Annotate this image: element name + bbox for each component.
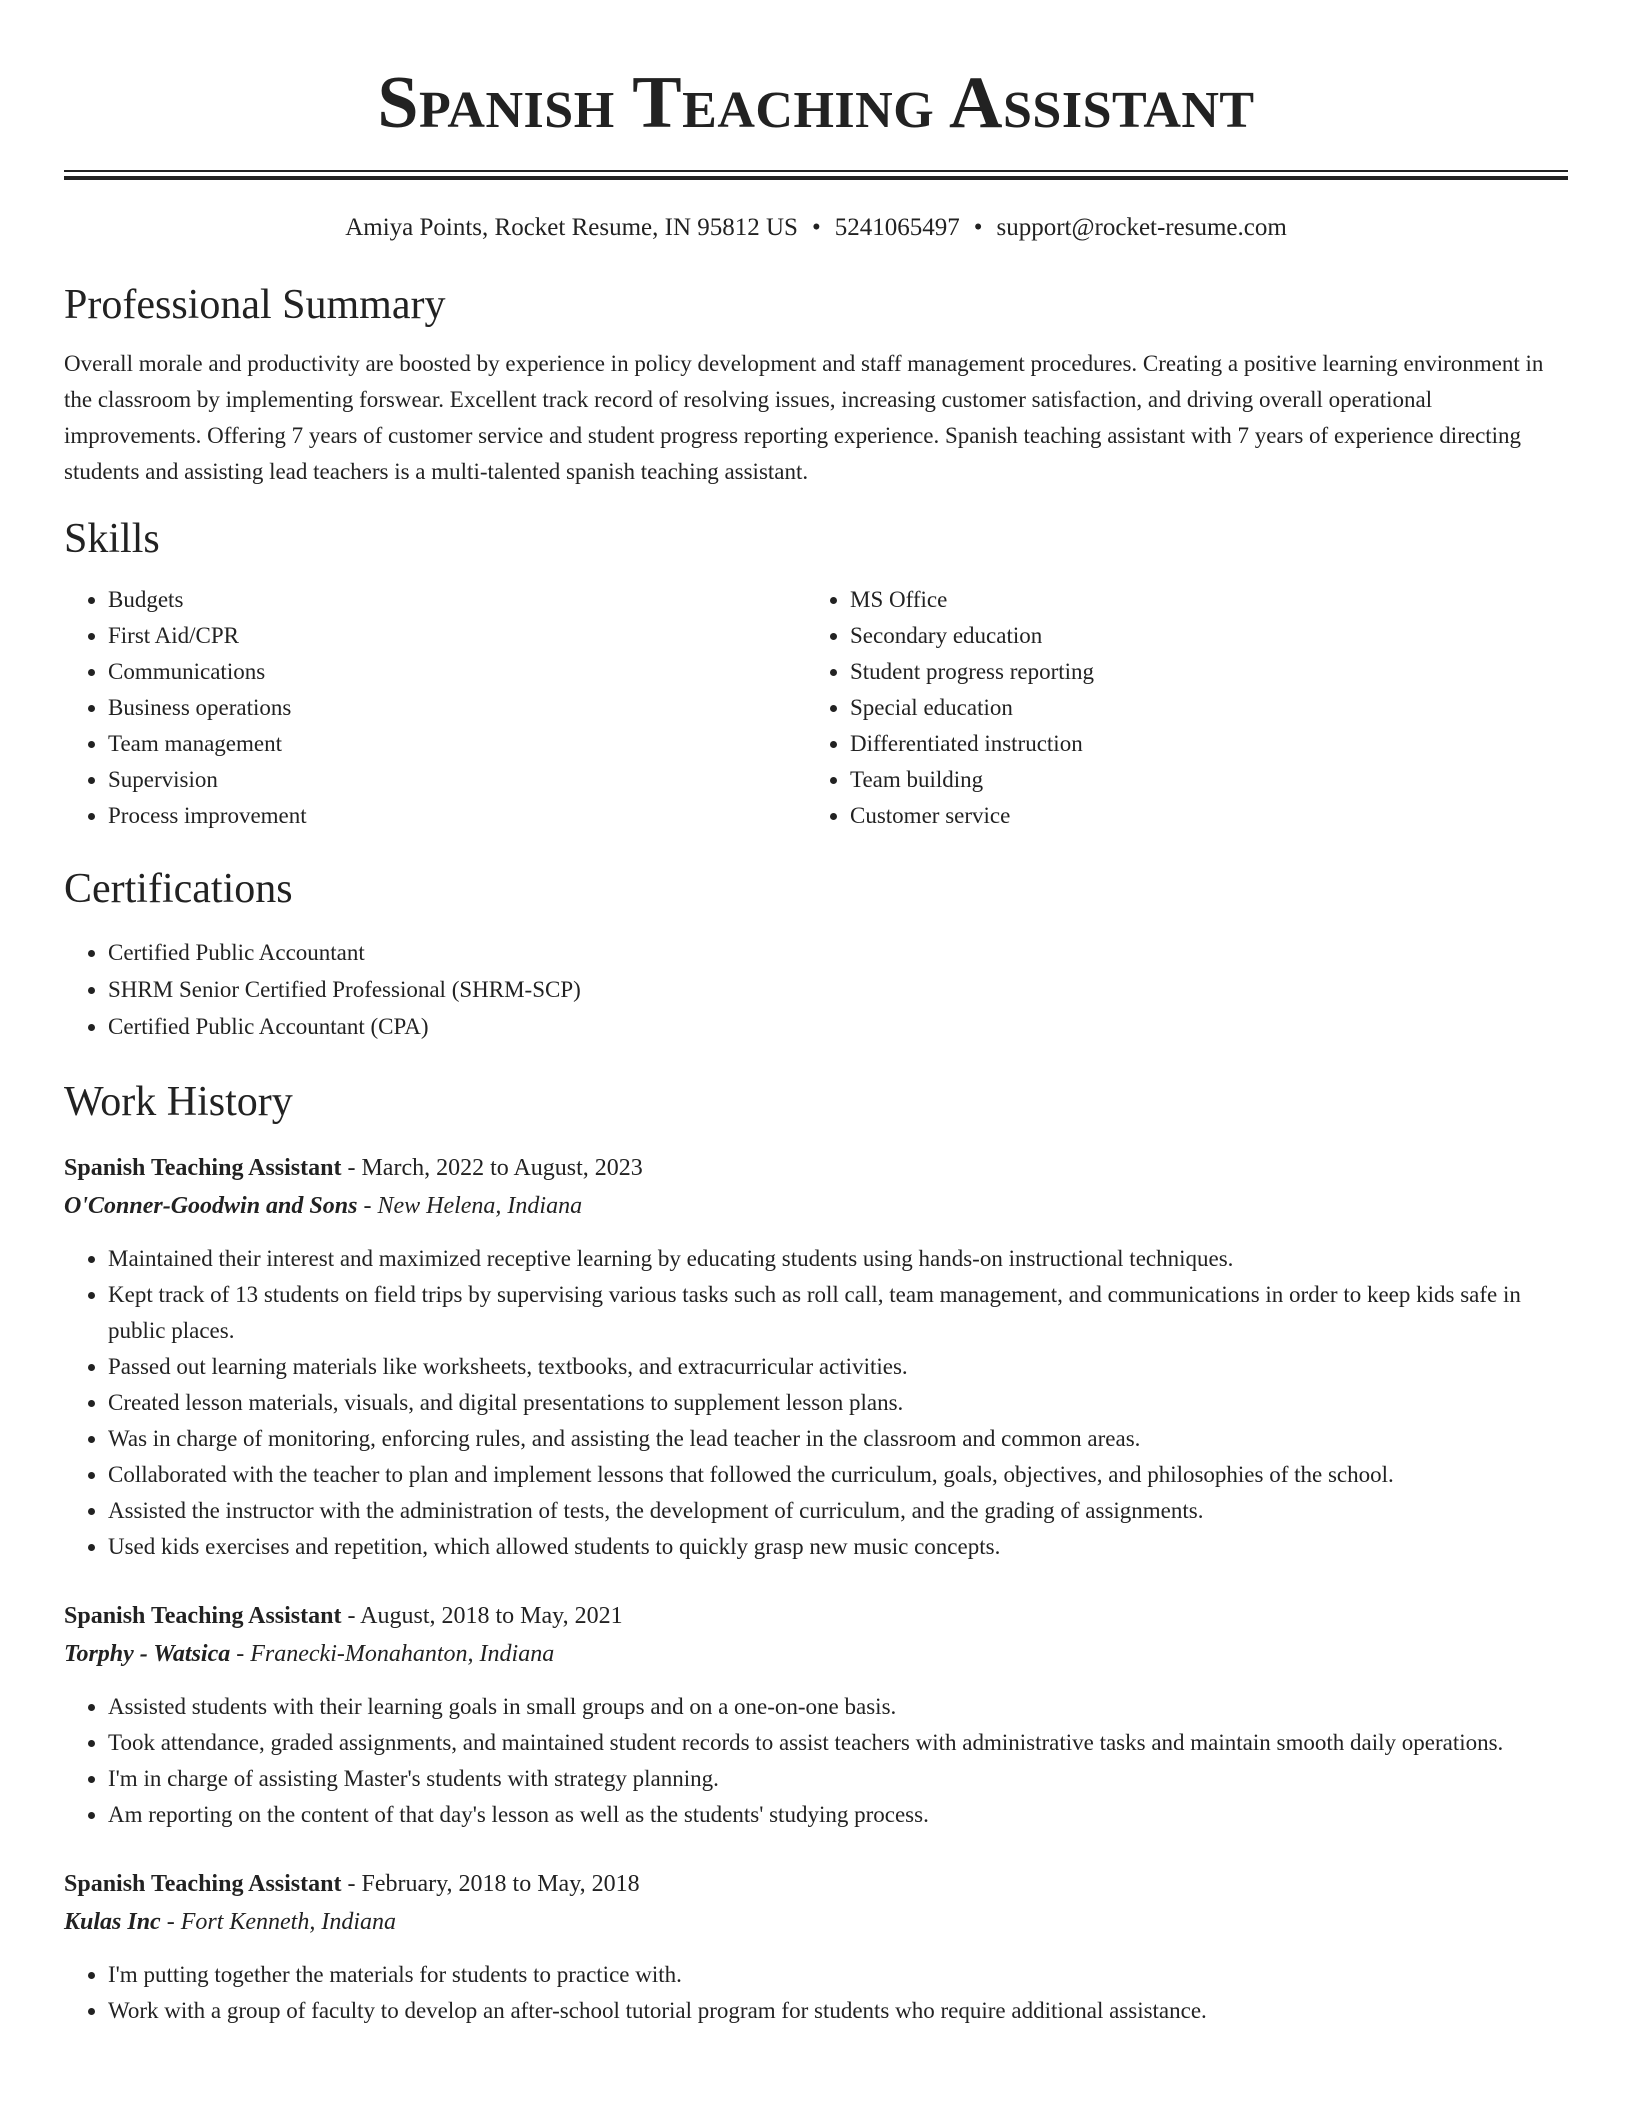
- job-location: Fort Kenneth, Indiana: [180, 1909, 397, 1935]
- job-role: Spanish Teaching Assistant: [64, 1871, 342, 1897]
- job-company: Torphy - Watsica: [64, 1641, 231, 1667]
- certifications-heading: Certifications: [64, 866, 293, 912]
- summary-heading: Professional Summary: [64, 282, 446, 328]
- skills-heading: Skills: [64, 516, 160, 562]
- job-entry: [64, 1597, 1568, 1833]
- job-entry: [64, 1865, 1568, 2029]
- certification-item: • SHRM Senior Certified Professional (SHRM-SCP): [108, 971, 1568, 1008]
- certifications-list: [64, 934, 1568, 1045]
- job-bullet: • Took attendance, graded assignments, and maintained student records to assist teachers with administrative tasks and maintain smooth daily operations.: [108, 1725, 1568, 1761]
- job-bullet: • I'm putting together the materials for students to practice with.: [108, 1957, 1568, 1993]
- skill-item: • Differentiated instruction: [850, 726, 1548, 762]
- contact-address: Amiya Points, Rocket Resume, IN 95812 US: [345, 214, 798, 241]
- job-dates: March, 2022 to August, 2023: [361, 1155, 643, 1181]
- job-bullet: • Used kids exercises and repetition, which allowed students to quickly grasp new music concepts.: [108, 1529, 1568, 1565]
- skill-item: • Team building: [850, 762, 1548, 798]
- job-entry: [64, 1149, 1568, 1565]
- job-bullet: • Maintained their interest and maximized receptive learning by educating students using hands-on instructional techniques.: [108, 1241, 1568, 1277]
- contact-separator: •: [811, 214, 821, 241]
- resume-page: [64, 0, 1568, 2029]
- job-bullets: [64, 1689, 1568, 1833]
- job-bullet: • Kept track of 13 students on field trips by supervising various tasks such as roll call, team management, and communications in order to keep kids safe in public places.: [108, 1277, 1568, 1349]
- job-header: Spanish Teaching Assistant - February, 2018 to May, 2018: [64, 1871, 640, 1897]
- job-bullets: [64, 1241, 1568, 1565]
- certification-item: • Certified Public Accountant (CPA): [108, 1008, 1568, 1045]
- job-company: O'Conner-Goodwin and Sons: [64, 1193, 358, 1219]
- skill-item: • Customer service: [850, 798, 1548, 834]
- job-dates: August, 2018 to May, 2021: [360, 1603, 623, 1629]
- contact-separator: •: [973, 214, 983, 241]
- job-company-line: Kulas Inc - Fort Kenneth, Indiana: [64, 1909, 397, 1935]
- job-bullets: [64, 1957, 1568, 2029]
- resume-title: Spanish Teaching Assistant: [377, 62, 1255, 144]
- contact-phone: 5241065497: [834, 214, 960, 241]
- skill-item: • Special education: [850, 690, 1548, 726]
- skill-item: • Supervision: [108, 762, 806, 798]
- job-bullet: • I'm in charge of assisting Master's students with strategy planning.: [108, 1761, 1568, 1797]
- contact-line: [64, 214, 1568, 242]
- job-bullet: • Assisted the instructor with the administration of tests, the development of curriculum, and the grading of assignments.: [108, 1493, 1568, 1529]
- skills-column-left: [64, 582, 806, 834]
- job-bullet: • Created lesson materials, visuals, and digital presentations to supplement lesson plans.: [108, 1385, 1568, 1421]
- job-role: Spanish Teaching Assistant: [64, 1603, 342, 1629]
- job-company-line: O'Conner-Goodwin and Sons - New Helena, Indiana: [64, 1193, 583, 1219]
- skill-item: • Student progress reporting: [850, 654, 1548, 690]
- job-role: Spanish Teaching Assistant: [64, 1155, 342, 1181]
- certification-item: • Certified Public Accountant: [108, 934, 1568, 971]
- skill-item: • Communications: [108, 654, 806, 690]
- title-divider: [64, 170, 1568, 180]
- skill-item: • Secondary education: [850, 618, 1548, 654]
- job-dates: February, 2018 to May, 2018: [361, 1871, 640, 1897]
- job-location: New Helena, Indiana: [377, 1193, 583, 1219]
- job-header: Spanish Teaching Assistant - March, 2022 to August, 2023: [64, 1155, 643, 1181]
- contact-email: support@rocket-resume.com: [996, 214, 1287, 241]
- skill-item: • Budgets: [108, 582, 806, 618]
- summary-text: Overall morale and productivity are boosted by experience in policy development and staff management procedures. Creating a positive learning environment in the classroom by implementing forswear. Excellent track record of resolving issues, increasing customer satisfaction, and driving overall operational improvements. Offering 7 years of customer service and student progress reporting experience. Spanish teaching assistant with 7 years of experience directing students and assisting lead teachers is a multi-talented spanish teaching assistant.: [64, 351, 1544, 484]
- job-bullet: • Passed out learning materials like worksheets, textbooks, and extracurricular activities.: [108, 1349, 1568, 1385]
- work-history-heading: Work History: [64, 1079, 293, 1125]
- skills-grid: [64, 582, 1568, 834]
- job-bullet: • Collaborated with the teacher to plan and implement lessons that followed the curriculum, goals, objectives, and philosophies of the school.: [108, 1457, 1568, 1493]
- skill-item: • Process improvement: [108, 798, 806, 834]
- skill-item: • MS Office: [850, 582, 1548, 618]
- skill-item: • Business operations: [108, 690, 806, 726]
- job-bullet: • Am reporting on the content of that day's lesson as well as the students' studying process.: [108, 1797, 1568, 1833]
- job-bullet: • Was in charge of monitoring, enforcing rules, and assisting the lead teacher in the classroom and common areas.: [108, 1421, 1568, 1457]
- skill-item: • Team management: [108, 726, 806, 762]
- job-company-line: Torphy - Watsica - Franecki-Monahanton, Indiana: [64, 1641, 555, 1667]
- job-bullet: • Work with a group of faculty to develop an after-school tutorial program for students who require additional assistance.: [108, 1993, 1568, 2029]
- job-header: Spanish Teaching Assistant - August, 2018 to May, 2021: [64, 1603, 623, 1629]
- skill-item: • First Aid/CPR: [108, 618, 806, 654]
- job-company: Kulas Inc: [64, 1909, 161, 1935]
- job-location: Franecki-Monahanton, Indiana: [250, 1641, 555, 1667]
- skills-column-right: [806, 582, 1548, 834]
- job-bullet: • Assisted students with their learning goals in small groups and on a one-on-one basis.: [108, 1689, 1568, 1725]
